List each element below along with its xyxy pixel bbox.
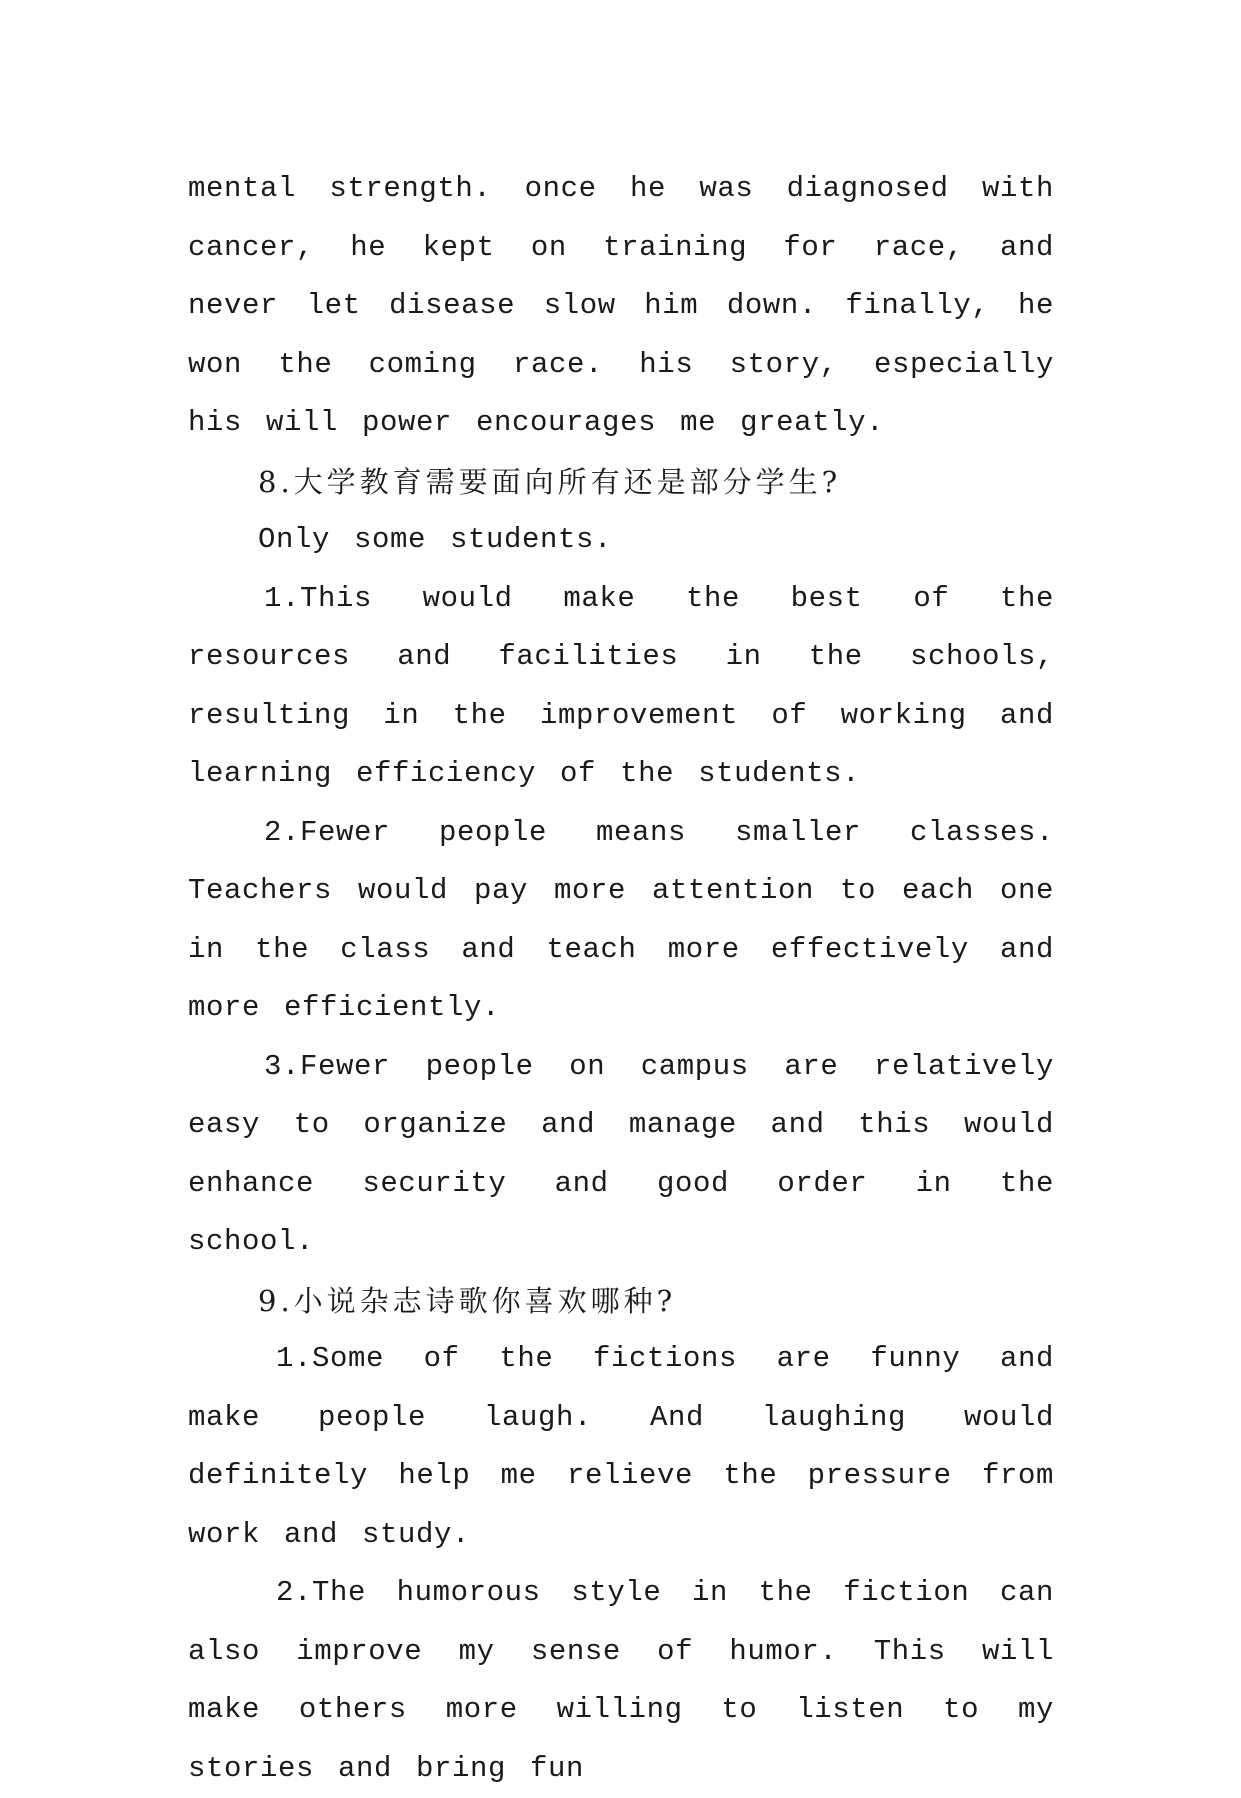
answer-8-point-3: 3.Fewer people on campus are relatively easy to organize and manage and this would enhance security and good order in the school. [188, 1049, 1054, 1258]
document-body [188, 160, 1054, 1798]
answer-8-summary: Only some students. [258, 523, 613, 556]
question-8-heading: 8.大学教育需要面向所有还是部分学生? [258, 464, 842, 499]
answer-8-point-1: 1.This would make the best of the resources and facilities in the schools, resulting in the improvement of working and learning efficiency of the students. [188, 581, 1054, 790]
answer-8-point-2: 2.Fewer people means smaller classes. Teachers would pay more attention to each one in the class and teach more effectively and more efficiently. [188, 815, 1054, 1024]
answer-9-point-1: 1.Some of the fictions are funny and make people laugh. And laughing would definitely help me relieve the pressure from work and study. [188, 1342, 1054, 1551]
question-9-heading: 9.小说杂志诗歌你喜欢哪种? [258, 1283, 677, 1318]
paragraph-story-conclusion: mental strength. once he was diagnosed with cancer, he kept on training for race, and never let disease slow him down. finally, he won the coming race. his story, especially his will power encourages me greatly. [188, 172, 1054, 439]
answer-9-point-2: 2.The humorous style in the fiction can also improve my sense of humor. This will make others more willing to listen to my stories and bring fun [188, 1576, 1054, 1785]
